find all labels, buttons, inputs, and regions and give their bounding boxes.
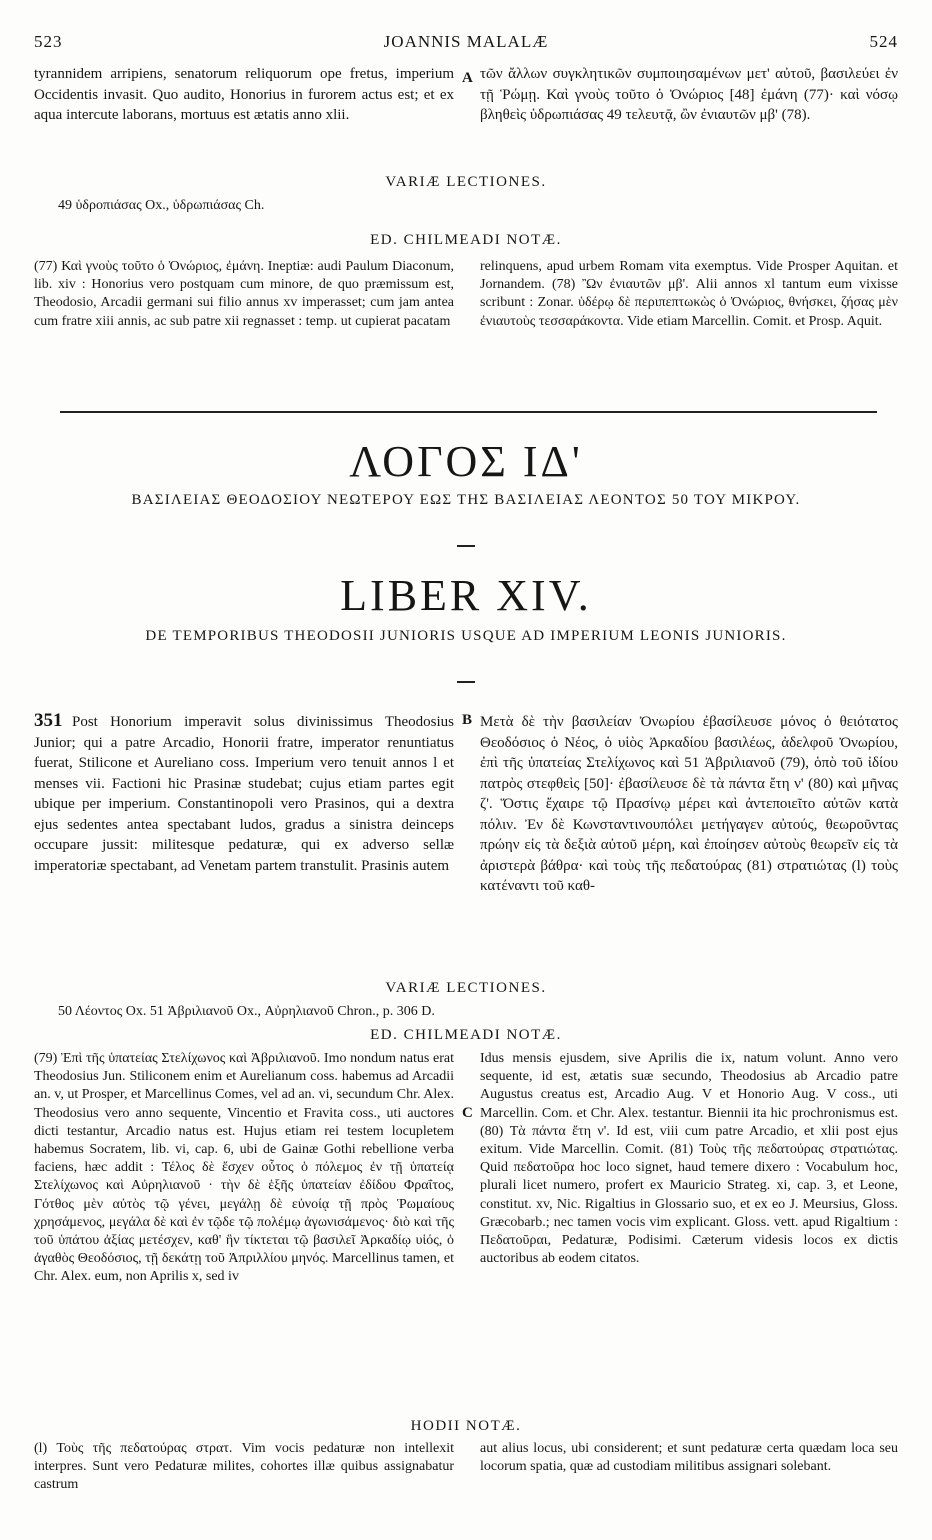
margin-marker-b: B <box>462 712 473 728</box>
short-rule <box>457 681 475 683</box>
page-number-left: 523 <box>34 32 63 51</box>
margin-marker-a: A <box>462 70 473 86</box>
hodii-notes-left: (l) Τοὺς τῆς πεδατούρας στρατ. Vim vocis pedaturæ non intellexit interpres. Sunt vero Pedaturæ milites, cohortes illæ quibus assignabatur castrum <box>34 1441 454 1493</box>
variae-lectiones-note: 49 ὑδροπιάσας Ox., ὑδρωπιάσας Ch. <box>58 198 265 213</box>
page-reference: 351 <box>34 710 63 731</box>
top-latin-text: tyrannidem arripiens, senatorum reliquorum ope fretus, imperium Occidentis invasit. Quo audito, Honorius in furorem actus est; et ex aqua intercute laborans, mortuus est ætatis anno xlii. <box>34 66 454 123</box>
variae-lectiones-heading: VARIÆ LECTIONES. <box>385 980 547 996</box>
greek-book-title: ΛΟΓΟΣ ΙΔ' <box>349 437 583 486</box>
hodii-notes-heading: HODII NOTÆ. <box>410 1418 522 1434</box>
latin-book-subtitle: DE TEMPORIBUS THEODOSII JUNIORIS USQUE AD IMPERIUM LEONIS JUNIORIS. <box>145 628 787 644</box>
main-latin-text: Post Honorium imperavit solus divinissimus Theodosius Junior; qui a patre Arcadio, Honorii fratre, imperator renuntiatus fuerat, Stilicone et Aureliano coss. Imperium vero tenuit annos l et menses vii. Factioni hic Prasinæ studebat; cujus etiam partes egit ubique per imperium. Constantinopoli vero Prasinos, qui a dextra ejus sedentes antea spectabant ludos, gradus a sinistra deinceps occupare jussit: militesque pedaturæ, qui ex adverso sellæ imperatoriæ spectabant, ad Venetam partem transtulit. Prasinis autem <box>34 714 454 874</box>
hodii-notes-right: aut alius locus, ubi considerent; et sunt pedaturæ certa quædam loca seu locorum spatia, quæ ad custodiam militibus assignari solebant. <box>480 1441 898 1475</box>
running-head <box>34 32 898 56</box>
chilmead-notes-left: (77) Καὶ γνοὺς τοῦτο ὁ Ὀνώριος, ἐμάνη. Ineptiæ: audi Paulum Diaconum, lib. xiv : Honorius vero postquam cum minore, de quo præmissum est, Theodosio, Arcadii germani sui filio annus xv imperasset; cum jam antea cum fratre xiii annis, ac sub patre xii regnasset : temp. ut cupierat pacatam <box>34 259 454 329</box>
section-divider <box>60 411 877 413</box>
chilmead-notes-heading: ED. CHILMEADI NOTÆ. <box>370 1027 562 1043</box>
top-greek-text: τῶν ἄλλων συγκλητικῶν συμποιησαμένων μετ' αὐτοῦ, βασιλεύει ἐν τῇ Ῥώμῃ. Καὶ γνοὺς τοῦτο ὁ Ὀνώριος [48] ἐμάνη (77)· καὶ νόσῳ βληθεὶς ὑδρωπιάσας 49 τελευτᾷ, ὢν ἐνιαυτῶν μβ' (78). <box>480 66 898 123</box>
variae-lectiones-heading: VARIÆ LECTIONES. <box>385 174 547 190</box>
running-title: JOANNIS MALALÆ <box>383 32 549 51</box>
chilmead-notes-left: (79) Ἐπὶ τῆς ὑπατείας Στελίχωνος καὶ Ἀβριλιανοῦ. Imo nondum natus erat Theodosius Jun. Stiliconem enim et Aurelianum coss. habemus ad Arcadii an. v, ut Prosper, et Marcellinus Comes, vel ad an. vi, secundum Chr. Alex. Theodosius vero anno sequente, Vincentio et Fravita coss., uti auctores dicti testantur, Arcadio natus est. Hujus etiam rei testem locupletem habemus Socratem, lib. vi, cap. 6, ubi de Gainæ Gothi rebellione verba faciens, hæc addit : Τέλος δὲ ἔσχεν οὗτος ὁ πόλεμος ἐν τῇ ὑπατείᾳ Στελίχωνος καὶ Αὐρηλιανοῦ · τὴν δὲ ἑξῆς ὑπατείαν ἐδίδου Φραΐτος, Γότθος μὲν αὐτὸς τῷ γένει, μεγάλῃ δὲ εὐνοίᾳ τῇ πρὸς Ῥωμαίους χρησάμενος, μεγάλα δὲ καὶ ἐν τῷδε τῷ πολέμῳ ἀγωνισάμενος· διὸ καὶ τῆς τοῦ ὑπάτου ἀξίας μετέσχεν, καθ' ἣν τίκτεται τῷ βασιλεῖ Ἀρκαδίῳ υἱός, ὁ ἀγαθὸς Θεοδόσιος, τῇ δεκάτῃ τοῦ Ἀπριλλίου μηνός. Marcellinus tamen, et Chr. Alex. eum, non Aprilis x, sed iv <box>34 1051 454 1285</box>
chilmead-notes-heading: ED. CHILMEADI NOTÆ. <box>370 232 562 248</box>
chilmead-notes-right: Idus mensis ejusdem, sive Aprilis die ix, natum volunt. Anno vero sequente, id est, ætatis suæ secundo, Theodosius ab Arcadio patre Augustus creatus est, Arcadio Aug. V et Honorio Aug. V coss., uti Marcellin. Com. et Chr. Alex. testantur. Biennii ita hic prochronismus est. (80) Τὰ πάντα ἔτη ν'. Id est, viii cum patre Arcadio, et xlii post ejus exitum. Vide Marcellin. Comit. (81) Τοὺς τῆς πεδατούρας στρατιώτας. Quid πεδατοῦρα hoc loco signet, haud temere dixero : Vocabulum hoc, plurali licet numero, profert ex Mauricio Strateg. xi, cap. 3, et Leone, constitut. xv, Nic. Rigaltius in Glossario suo, et ex eo J. Meursius, Gloss. Græcobarb.; nec tamen vocis vim explicant. Gloss. vett. apud Rigaltium : Πεδατοῦραι, Pedaturæ, Podisimi. Cæterum videsis locos ex dictis auctoribus ab eodem citatos. <box>480 1051 898 1267</box>
page-number-right: 524 <box>869 32 898 51</box>
greek-book-subtitle: ΒΑΣΙΛΕΙΑΣ ΘΕΟΔΟΣΙΟΥ ΝΕΩΤΕΡΟΥ ΕΩΣ ΤΗΣ ΒΑΣΙΛΕΙΑΣ ΛΕΟΝΤΟΣ 50 ΤΟΥ ΜΙΚΡΟΥ. <box>131 492 801 508</box>
chilmead-notes-right: relinquens, apud urbem Romam vita exemptus. Vide Prosper Aquitan. et Jornandem. (78) Ὢν ἐνιαυτῶν μβ'. Alii annos xl tantum eum vixisse scribunt : Zonar. ὑδέρῳ δὲ περιπεπτωκὼς ὁ Ὀνώριος, θνήσκει, ζήσας μὲν ἐνιαυτοὺς τεσσαράκοντα. Vide etiam Marcellin. Comit. et Prosp. Aquit. <box>480 259 898 329</box>
margin-marker-c: C <box>462 1105 473 1121</box>
variae-lectiones-note: 50 Λέοντος Ox. 51 Ἀβριλιανοῦ Ox., Αὐρηλιανοῦ Chron., p. 306 D. <box>58 1004 435 1019</box>
short-rule <box>457 545 475 547</box>
latin-book-title: LIBER XIV. <box>340 571 592 620</box>
main-greek-text: Μετὰ δὲ τὴν βασιλείαν Ὀνωρίου ἐβασίλευσε μόνος ὁ θειότατος Θεοδόσιος ὁ Νέος, ὁ υἱὸς Ἀρκαδίου βασιλέως, ἀδελφοῦ Ὀνωρίου, ἐπὶ τῆς ὑπατείας Στελίχωνος καὶ 51 Ἀβριλιανοῦ (79), ὁπὸ τοῦ ἰδίου πατρὸς στεφθεὶς [50]· ἐβασίλευσε δὲ τὰ πάντα ἔτη ν' (80) καὶ μῆνας ζ'. Ὅστις ἔχαιρε τῷ Πρασίνῳ μέρει καὶ ἀντεποιεῖτο αὐτῶν κατὰ πόλιν. Ἐν δὲ Κωνσταντινουπόλει μετήγαγεν αὐτούς, θεωροῦντας πρώην εἰς τὰ δεξιὰ αὐτοῦ μέρη, καὶ ἐποίησεν αὐτοὺς θεωρεῖν εἰς τὰ ἀριστερὰ βάθρα· καὶ τοὺς τῆς πεδατούρας (81) στρατιώτας (l) τοὺς κατέναντι τοῦ καθ- <box>480 714 898 894</box>
